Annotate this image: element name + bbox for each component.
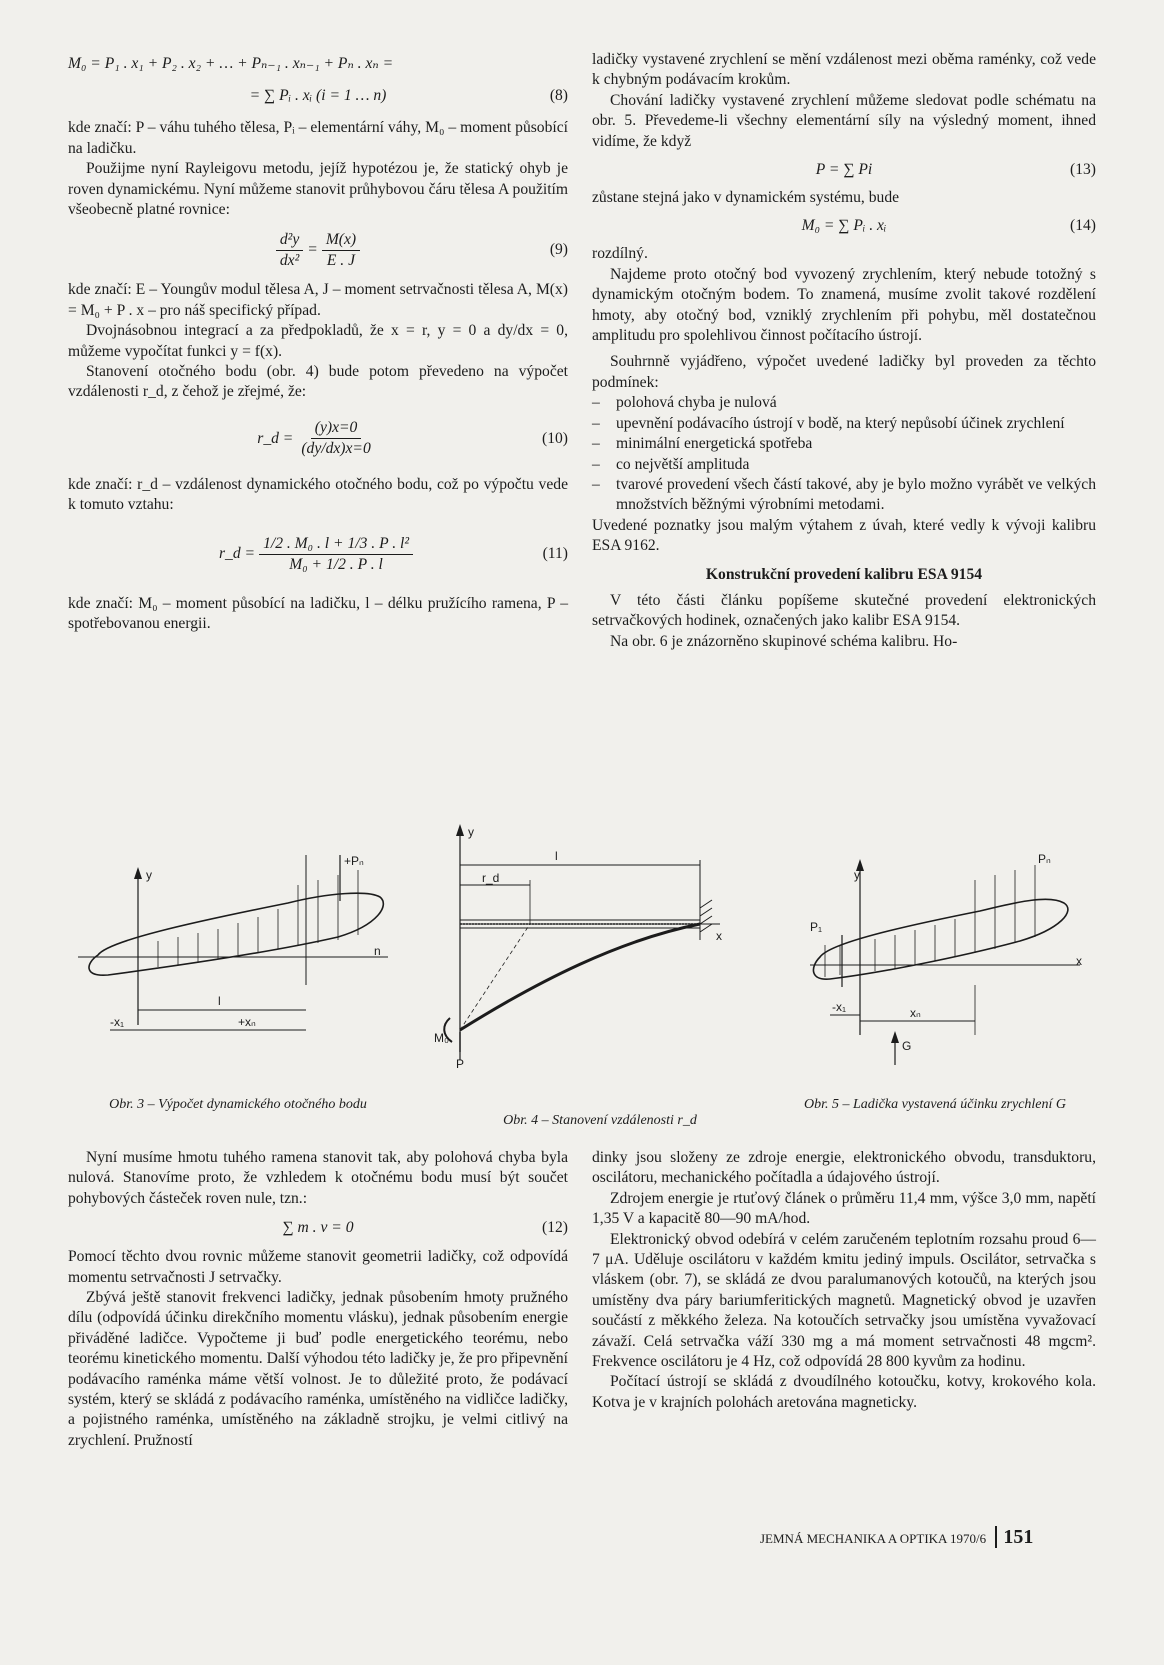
list-item: – tvarové provedení všech částí takové, aby je bylo možno vyrábět ve velkých množstvích běžnými výrobními metodami. [592,475,1096,516]
equation-13: P = ∑ Pi (13) [592,156,1096,184]
list-item: – upevnění podávacího ústrojí v bodě, na který nepůsobí účinek zrychlení [592,414,1096,434]
list-item: – polohová chyba je nulová [592,393,1096,413]
equation-8-line2: = ∑ Pᵢ . xᵢ (i = 1 … n) (8) [68,78,568,114]
page-number: 151 [995,1526,1033,1548]
paragraph: Počítací ústrojí se skládá z dvoudílného kotoučku, kotvy, krokového kola. Kotva je v krajních polohách aretována magneticky. [592,1373,1096,1411]
paragraph: Souhrnně vyjádřeno, výpočet uvedené ladičky byl proveden za těchto podmínek: [592,353,1096,391]
fig5-p1-label: P₁ [810,920,823,934]
equation-9: $\frac{\text{d²y}}{\text{dx²}}$ = $\frac{M(x)}{E . J}$ (9) [68,224,568,276]
paragraph: Stanovení otočného bodu (obr. 4) bude potom převedeno na výpočet vzdálenosti r_d, z čehož je zřejmé, že: [68,363,568,401]
equation-8-number: (8) [549,87,568,105]
fig3-l-label: l [218,994,221,1008]
fig5-x-label: x [1076,954,1082,968]
list-item: – co největší amplituda [592,455,1096,475]
figure-5-diagram [800,845,1100,1075]
paragraph: Nyní musíme hmotu tuhého ramena stanovit tak, aby polohová chyba byla nulová. Stanovíme proto, že vzhledem k otočnému bodu musí být součet pohybových částeček roven nule, tzn.: [68,1149,568,1207]
paragraph: Zdrojem energie je rtuťový článek o průměru 11,4 mm, výšce 3,0 mm, napětí 1,35 V a kapacitě 80—90 mA/hod. [592,1189,1096,1228]
page-footer [760,1526,1033,1549]
paragraph: kde značí: r_d – vzdálenost dynamického otočného bodu, což po výpočtu vede k tomuto vztahu: [68,475,568,514]
paragraph: Zbývá ještě stanovit frekvenci ladičky, jednak působením hmoty pružného dílu (odpovídá účinku direkčního momentu vlásku), jednak působením energie přiváděné ladičce. Vypočteme ji buď podle energetického teorému, nebo teorému kinetického momentu. Další výhodou této ladičky je, že pro připevnění podávacího raménka máme větší volnost. Je to důležité proto, že podávací systém, který se skládá z podávacího raménka, umístěného na vidličce ladičky, a pojistného raménka, umístěného na základně strojku, je velmi citlivý na zrychlení. Pružností [68,1289,568,1449]
fig5-xn-label: xₙ [910,1006,921,1020]
equation-11-number: (11) [542,545,568,563]
paragraph: zůstane stejná jako v dynamickém systému, bude [592,189,900,207]
fig4-y-label: y [468,825,474,839]
section-heading: Konstrukční provedení kalibru ESA 9154 [705,565,983,583]
paragraph: Najdeme proto otočný bod vyvozený zrychlením, který nebude totožný s dynamickým otočným bodem. To znamená, musíme zvolit takové rozdělení hmoty, aby otočný bod, vzniklý zrychlením při pohybu, měl dostatečnou amplitudu pro spolehlivou činnost počítacího ústrojí. [592,265,1096,345]
fig4-l-label: l [555,849,558,863]
paragraph: ladičky vystavené zrychlení se mění vzdálenost mezi oběma raménky, což vede k chybným podávacím krokům. [592,51,1096,89]
equation-8-line1: M₀ = P₁ . x₁ + P₂ . x₂ + … + Pₙ₋₁ . xₙ₋₁ + Pₙ . xₙ = [68,55,394,72]
fig4-m0-label: M₀ [434,1031,449,1045]
fig4-rd-label: r_d [482,871,500,885]
list-item: – minimální energetická spotřeba [592,434,1096,454]
equation-11: r_d = $\frac{\text{1/2 . M₀ . l + 1/3 . P . l²}}{\text{M₀ + 1/2 . P . l}}$ (11) [218,534,568,574]
equation-14-number: (14) [1070,217,1096,235]
paragraph: Chování ladičky vystavené zrychlení můžeme sledovat podle schématu na obr. 5. Převedeme-li všechny elementární síly na výsledný moment, ihned vidíme, že když [592,91,1096,150]
paragraph: Použijme nyní Rayleigovu metodu, jejíž hypotézou je, že statický ohyb je roven dynamickému. Nyní můžeme stanovit průhybovou čáru tělesa A použitím všeobecně platné rovnice: [68,160,568,219]
paragraph: rozdílný. [592,245,648,263]
fig3-x1-label: -x₁ [110,1015,125,1029]
equation-12-number: (12) [542,1219,568,1237]
paragraph: kde značí: E – Youngův modul tělesa A, J – moment setrvačnosti tělesa A, M(x) = M₀ + P . x – pro náš specifický případ. [68,281,568,319]
equation-10-number: (10) [542,429,568,447]
figure-5-caption: Obr. 5 – Ladička vystavená účinku zrychlení G [803,1097,1067,1112]
fig5-y-label: y [854,868,860,882]
paragraph: Pomocí těchto dvou rovnic můžeme stanovit geometrii ladičky, což odpovídá momentu setrvačnosti J setrvačky. [68,1248,568,1286]
fig3-xn-label: +xₙ [238,1015,256,1029]
bottom-left-column [68,1148,568,1451]
paragraph: V této části článku popíšeme skutečné provedení elektronických setrvačkových hodinek, označených jako kalibr ESA 9154. [592,591,1096,630]
figure-3-diagram [68,845,398,1045]
conditions-list [592,393,1096,515]
fig4-x-label: x [716,929,722,943]
paragraph: Na obr. 6 je znázorněno skupinové schéma kalibru. Ho- [610,632,958,650]
right-column [592,50,1096,652]
fig5-g-label: G [902,1039,912,1053]
equation-12: ∑ m . v = 0 (12) [68,1213,568,1243]
equation-14: M₀ = ∑ Pᵢ . xᵢ (14) [592,212,1096,240]
figure-3-caption: Obr. 3 – Výpočet dynamického otočného bodu [109,1097,367,1112]
paragraph: Uvedené poznatky jsou malým výtahem z úvah, které vedly k vývoji kalibru ESA 9162. [592,516,1096,555]
left-column [68,50,568,635]
paragraph: Dvojnásobnou integrací a za předpokladů, že x = r, y = 0 a dy/dx = 0, můžeme vypočítat funkci y = f(x). [68,322,568,360]
bottom-right-column [592,1148,1096,1413]
fig3-pn-label: +Pₙ [344,854,364,868]
paragraph: dinky jsou složeny ze zdroje energie, elektronického obvodu, transduktoru, oscilátoru, mechanického počítadla a údajového ústrojí. [592,1149,1096,1187]
fig3-n-label: n [374,944,381,958]
equation-10: r_d = $\frac{(y)x=0}{(dy/dx)x=0}$ (10) [257,418,568,458]
fig3-y-label: y [146,868,152,882]
fig4-p-label: P [456,1057,465,1070]
paragraph: kde značí: M₀ – moment působící na ladičku, l – délku pružícího ramena, P – spotřebovanou energii. [68,594,568,633]
fig5-pn-label: Pₙ [1038,852,1051,866]
equation-9-number: (9) [549,241,568,259]
fig5-x1-label: -x₁ [832,1000,847,1014]
paragraph: Elektronický obvod odebírá v celém zaručeném teplotním rozsahu proud 6—7 μA. Uděluje oscilátoru v každém kmitu jediný impuls. Oscilátor, setrvačka s vláskem (obr. 7), se skládá ze dvou paralumanových kotoučů, na kterých jsou umístěny dva páry bariumferitických magnetů. Magnetický obvod je uzavřen součástí z měkkého železa. Na kotoučích setrvačky jsou umístěna vyvažovací závaží. Celá setrvačka váží 330 mg a má moment setrvačnosti 48 mgcm². Frekvence oscilátoru je 4 Hz, což odpovídá 28 800 kyvům za hodinu. [592,1230,1096,1371]
figure-4-diagram [420,820,740,1070]
journal-name: JEMNÁ MECHANIKA A OPTIKA 1970/6 [760,1531,987,1546]
figure-4-caption: Obr. 4 – Stanovení vzdálenosti r_d [503,1113,697,1128]
equation-13-number: (13) [1070,160,1096,178]
paragraph: kde značí: P – váhu tuhého tělesa, Pᵢ – elementární váhy, M₀ – moment působící na ladičku. [68,119,568,157]
